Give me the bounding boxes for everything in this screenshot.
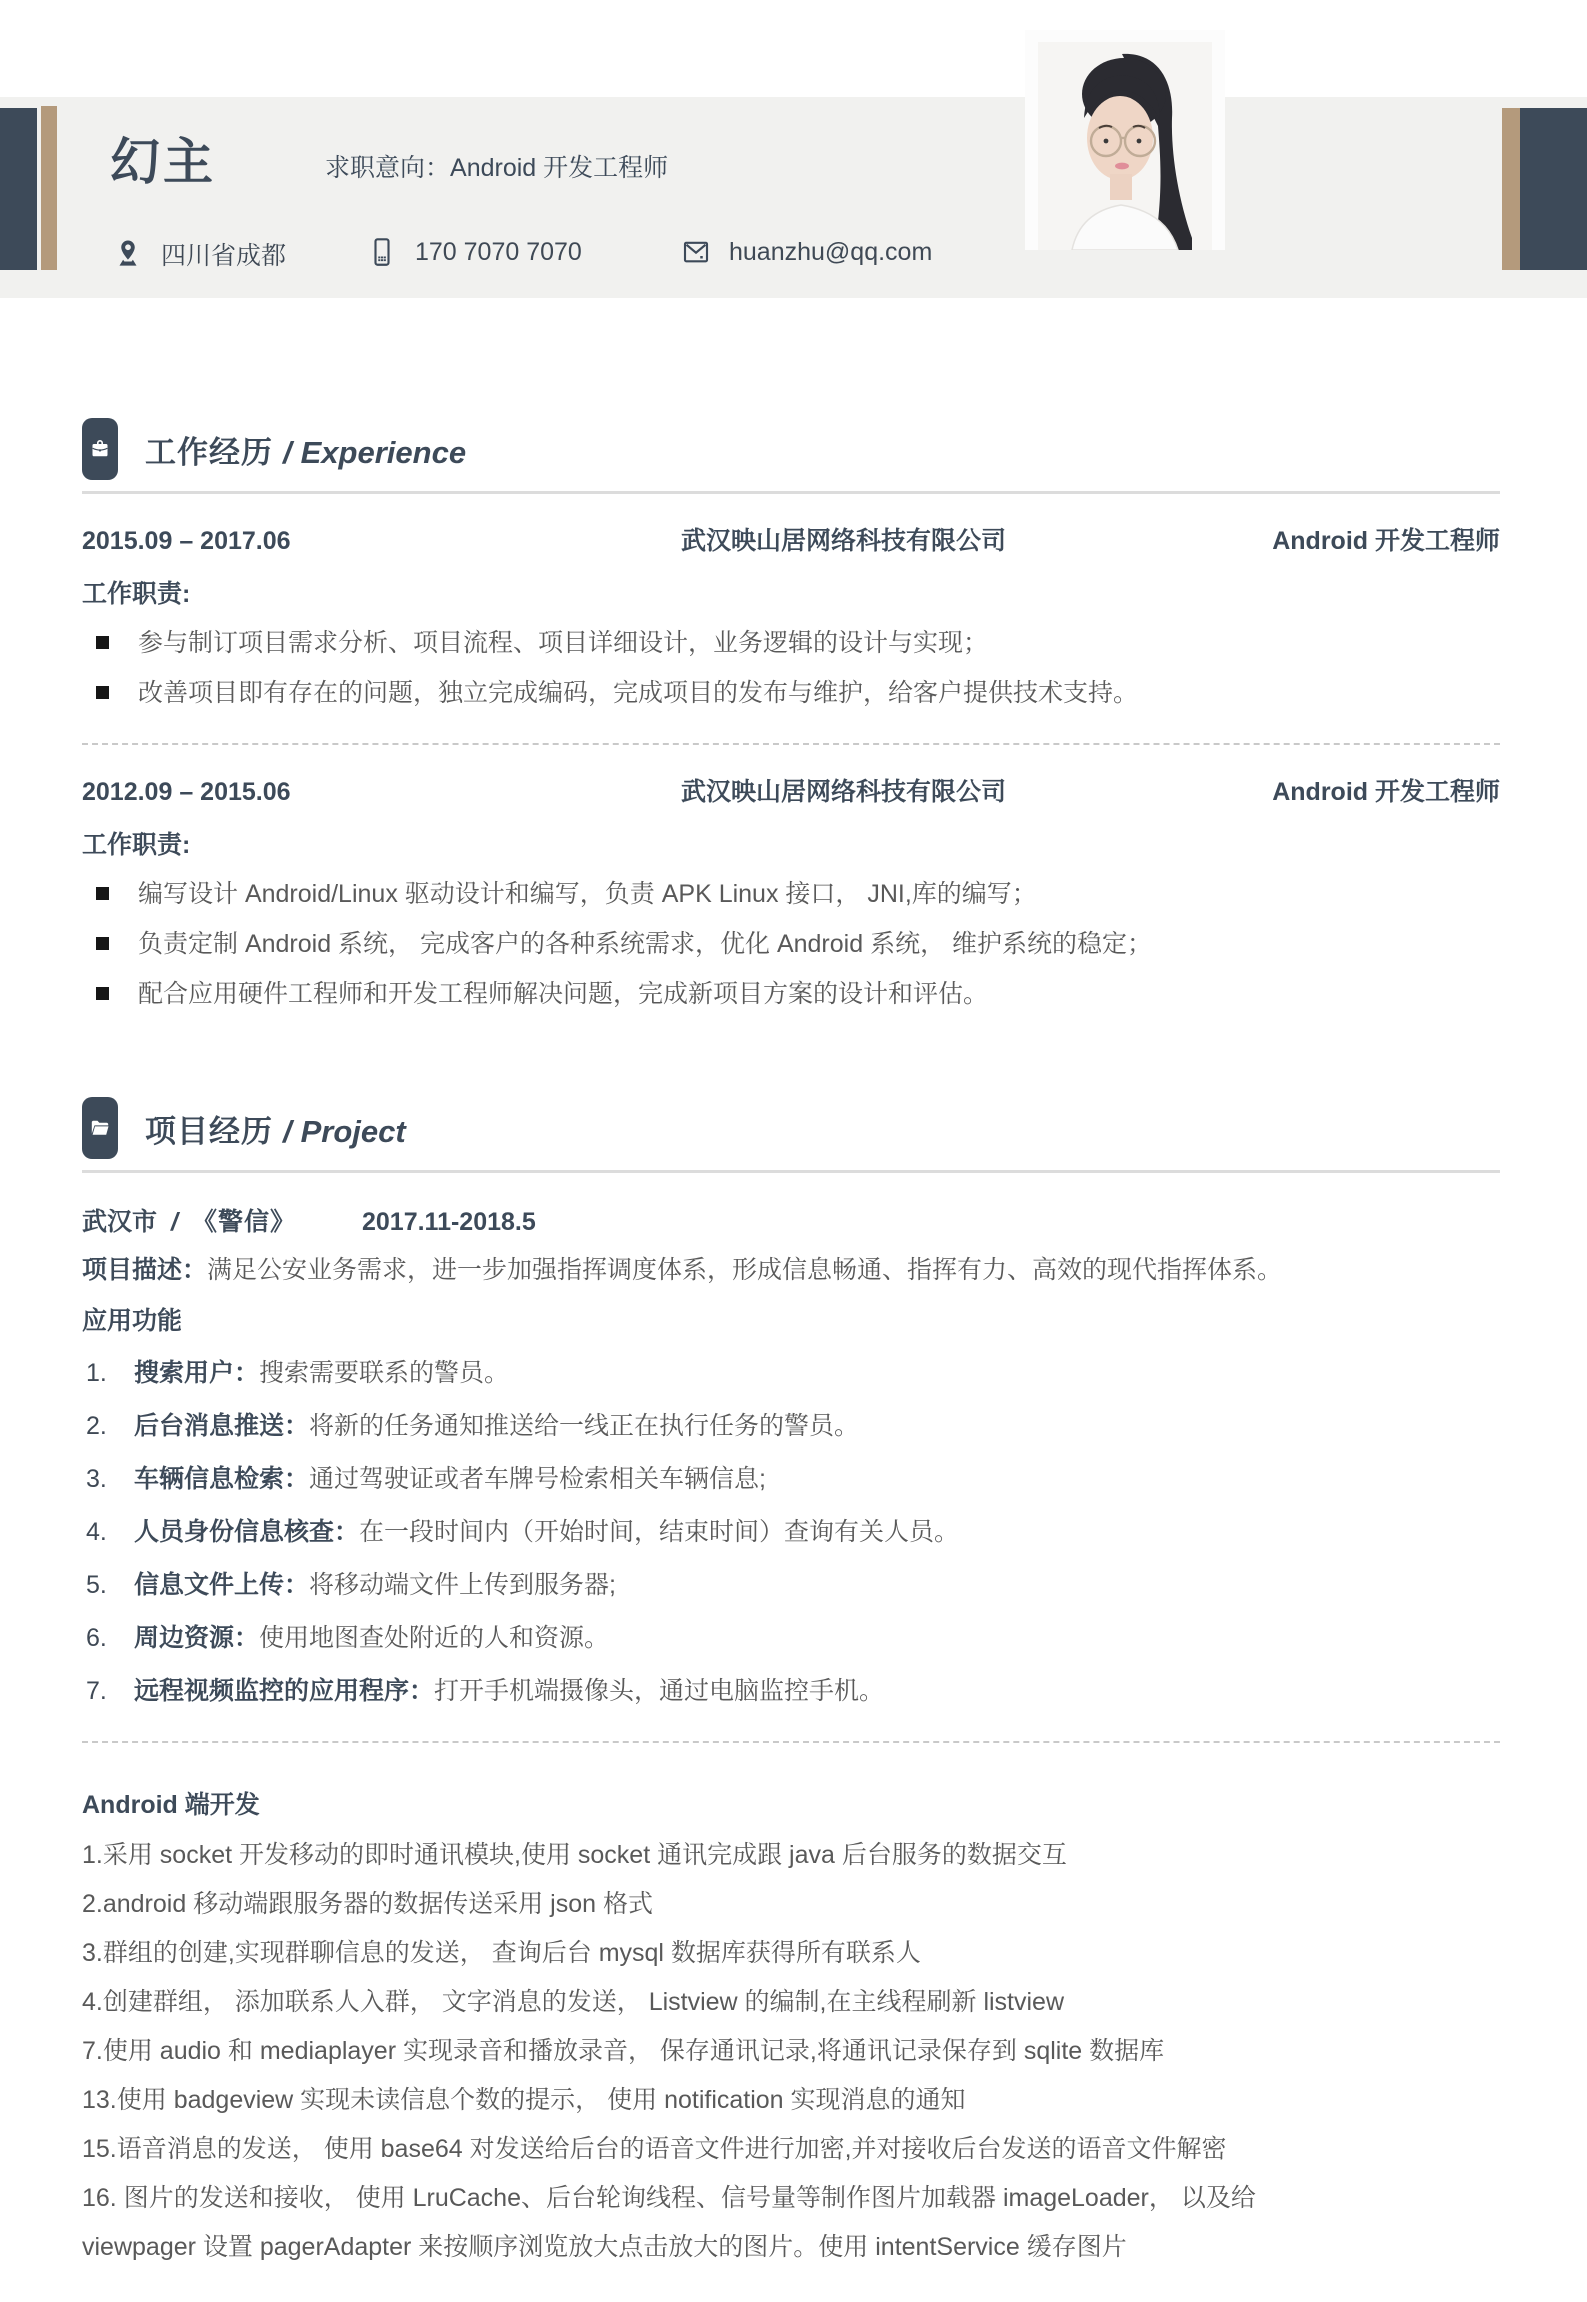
feature-number: 2. — [86, 1412, 107, 1440]
feature-label: 周边资源： — [134, 1624, 260, 1652]
dev-line: 16. 图片的发送和接收， 使用 LruCache、后台轮询线程、信号量等制作图片加载器 imageLoader， 以及给 — [82, 2184, 1256, 2212]
duty-item — [82, 928, 1500, 961]
envelope-icon — [680, 236, 712, 268]
project-description-label: 项目描述： — [82, 1256, 208, 1284]
profile-photo — [1025, 30, 1225, 250]
project-description — [82, 1253, 1500, 1288]
duty-item — [82, 677, 1500, 710]
section-divider — [82, 1170, 1500, 1173]
entry-company: 武汉映山居网络科技有限公司 — [680, 778, 1006, 806]
accent-bar-dark-left — [0, 108, 37, 270]
project-description-text: 满足公安业务需求，进一步加强指挥调度体系，形成信息畅通、指挥有力、高效的现代指挥体系。 — [207, 1256, 1283, 1284]
feature-item — [82, 1675, 1500, 1708]
accent-bar-tan-left — [41, 106, 57, 270]
duty-text: 编写设计 Android/Linux 驱动设计和编写，负责 APK Linux 接口， JNI,库的编写； — [138, 880, 1037, 908]
feature-label: 远程视频监控的应用程序： — [134, 1677, 435, 1705]
feature-text: 在一段时间内（开始时间，结束时间）查询有关人员。 — [359, 1518, 960, 1546]
entry-role: Android 开发工程师 — [1272, 778, 1500, 806]
phone-text: 170 7070 7070 — [415, 237, 582, 266]
section-title-cn: 工作经历 — [145, 434, 273, 470]
project-city: 武汉市 — [82, 1208, 158, 1236]
contact-email — [680, 236, 932, 268]
entry-company: 武汉映山居网络科技有限公司 — [680, 527, 1006, 555]
duty-item — [82, 978, 1500, 1011]
dev-line: 15.语音消息的发送， 使用 base64 对发送给后台的语音文件进行加密,并对接收后台发送的语音文件解密 — [82, 2135, 1227, 2163]
duties-label: 工作职责: — [82, 580, 191, 608]
dev-line: 3.群组的创建,实现群聊信息的发送， 查询后台 mysql 数据库获得所有联系人 — [82, 1939, 921, 1967]
experience-entry-2-head — [82, 772, 1500, 808]
entry-period: 2012.09 – 2015.06 — [82, 778, 291, 806]
dev-line: 4.创建群组， 添加联系人入群， 文字消息的发送， Listview 的编制,在主线程刷新 listview — [82, 1988, 1065, 2016]
feature-number: 5. — [86, 1571, 107, 1599]
duty-text: 改善项目即有存在的问题，独立完成编码，完成项目的发布与维护，给客户提供技术支持。 — [138, 679, 1139, 707]
feature-number: 7. — [86, 1677, 107, 1705]
dev-line: 2.android 移动端跟服务器的数据传送采用 json 格式 — [82, 1890, 653, 1918]
bullet-square-icon — [96, 636, 109, 649]
section-title-project — [145, 1106, 406, 1151]
feature-text: 打开手机端摄像头，通过电脑监控手机。 — [434, 1677, 885, 1705]
job-intent-label: 求职意向： — [325, 154, 451, 182]
job-intent-value: Android 开发工程师 — [450, 154, 669, 182]
section-header-project — [82, 1097, 1500, 1159]
feature-number: 6. — [86, 1624, 107, 1652]
section-title-en: Project — [300, 1113, 406, 1149]
feature-item — [82, 1516, 1500, 1549]
candidate-name: 幻主 — [110, 134, 216, 190]
accent-bar-dark-right — [1520, 108, 1587, 270]
feature-label: 人员身份信息核查： — [134, 1518, 360, 1546]
project-slash: / — [171, 1208, 178, 1236]
experience-entry-1-head — [82, 521, 1500, 557]
section-title-experience — [145, 427, 466, 472]
entry-role: Android 开发工程师 — [1272, 527, 1500, 555]
project-name: 《警信》 — [191, 1208, 296, 1236]
feature-label: 搜索用户： — [134, 1359, 260, 1387]
feature-item — [82, 1410, 1500, 1443]
section-header-experience — [82, 418, 1500, 480]
feature-text: 使用地图查处附近的人和资源。 — [259, 1624, 610, 1652]
feature-number: 3. — [86, 1465, 107, 1493]
briefcase-icon — [82, 418, 118, 480]
project-period: 2017.11-2018.5 — [361, 1208, 536, 1236]
bullet-square-icon — [96, 686, 109, 699]
bullet-square-icon — [96, 937, 109, 950]
section-title-en: Experience — [300, 434, 467, 470]
dev-line: 1.采用 socket 开发移动的即时通讯模块,使用 socket 通讯完成跟 java 后台服务的数据交互 — [82, 1841, 1067, 1869]
feature-text: 将新的任务通知推送给一线正在执行任务的警员。 — [309, 1412, 860, 1440]
feature-item — [82, 1357, 1500, 1390]
job-intent — [325, 148, 668, 184]
email-text: huanzhu@qq.com — [729, 237, 933, 266]
duties-label: 工作职责: — [82, 831, 191, 859]
feature-text: 通过驾驶证或者车牌号检索相关车辆信息; — [309, 1465, 766, 1493]
dev-line: viewpager 设置 pagerAdapter 来按顺序浏览放大点击放大的图片。使用 intentService 缓存图片 — [82, 2233, 1127, 2261]
contact-phone — [366, 236, 582, 268]
accent-bar-tan-right — [1502, 108, 1520, 270]
feature-number: 4. — [86, 1518, 107, 1546]
dashed-divider — [82, 743, 1500, 745]
dev-line: 7.使用 audio 和 mediaplayer 实现录音和播放录音， 保存通讯记录,将通讯记录保存到 sqlite 数据库 — [82, 2037, 1165, 2065]
resume-header — [0, 0, 1587, 300]
project-title-row — [82, 1202, 1500, 1238]
contact-location — [112, 236, 286, 272]
entry-period: 2015.09 – 2017.06 — [82, 527, 291, 555]
duty-item — [82, 878, 1500, 911]
feature-number: 1. — [86, 1359, 107, 1387]
duty-text: 配合应用硬件工程师和开发工程师解决问题，完成新项目方案的设计和评估。 — [138, 980, 989, 1008]
feature-item — [82, 1463, 1500, 1496]
features-heading: 应用功能 — [82, 1307, 183, 1335]
bullet-square-icon — [96, 887, 109, 900]
feature-item — [82, 1622, 1500, 1655]
location-pin-icon — [112, 238, 144, 270]
section-divider — [82, 491, 1500, 494]
section-title-slash: / — [283, 1113, 293, 1149]
section-title-slash: / — [283, 434, 293, 470]
folder-icon — [82, 1097, 118, 1159]
section-title-cn: 项目经历 — [145, 1113, 273, 1149]
duty-item — [82, 627, 1500, 660]
feature-label: 信息文件上传： — [134, 1571, 310, 1599]
resume-body — [0, 418, 1587, 2302]
bullet-square-icon — [96, 987, 109, 1000]
feature-item — [82, 1569, 1500, 1602]
dev-line: 13.使用 badgeview 实现未读信息个数的提示， 使用 notification 实现消息的通知 — [82, 2086, 966, 2114]
duty-text: 负责定制 Android 系统， 完成客户的各种系统需求，优化 Android 系统， 维护系统的稳定； — [138, 930, 1153, 958]
feature-label: 车辆信息检索： — [134, 1465, 310, 1493]
feature-label: 后台消息推送： — [134, 1412, 310, 1440]
mobile-phone-icon — [366, 236, 398, 268]
profile-photo-image — [1038, 42, 1212, 250]
feature-text: 搜索需要联系的警员。 — [259, 1359, 510, 1387]
android-dev-heading: Android 端开发 — [82, 1791, 260, 1819]
dashed-divider — [82, 1741, 1500, 1743]
location-text: 四川省成都 — [161, 242, 287, 270]
duty-text: 参与制订项目需求分析、项目流程、项目详细设计，业务逻辑的设计与实现； — [138, 629, 989, 657]
feature-text: 将移动端文件上传到服务器; — [309, 1571, 616, 1599]
